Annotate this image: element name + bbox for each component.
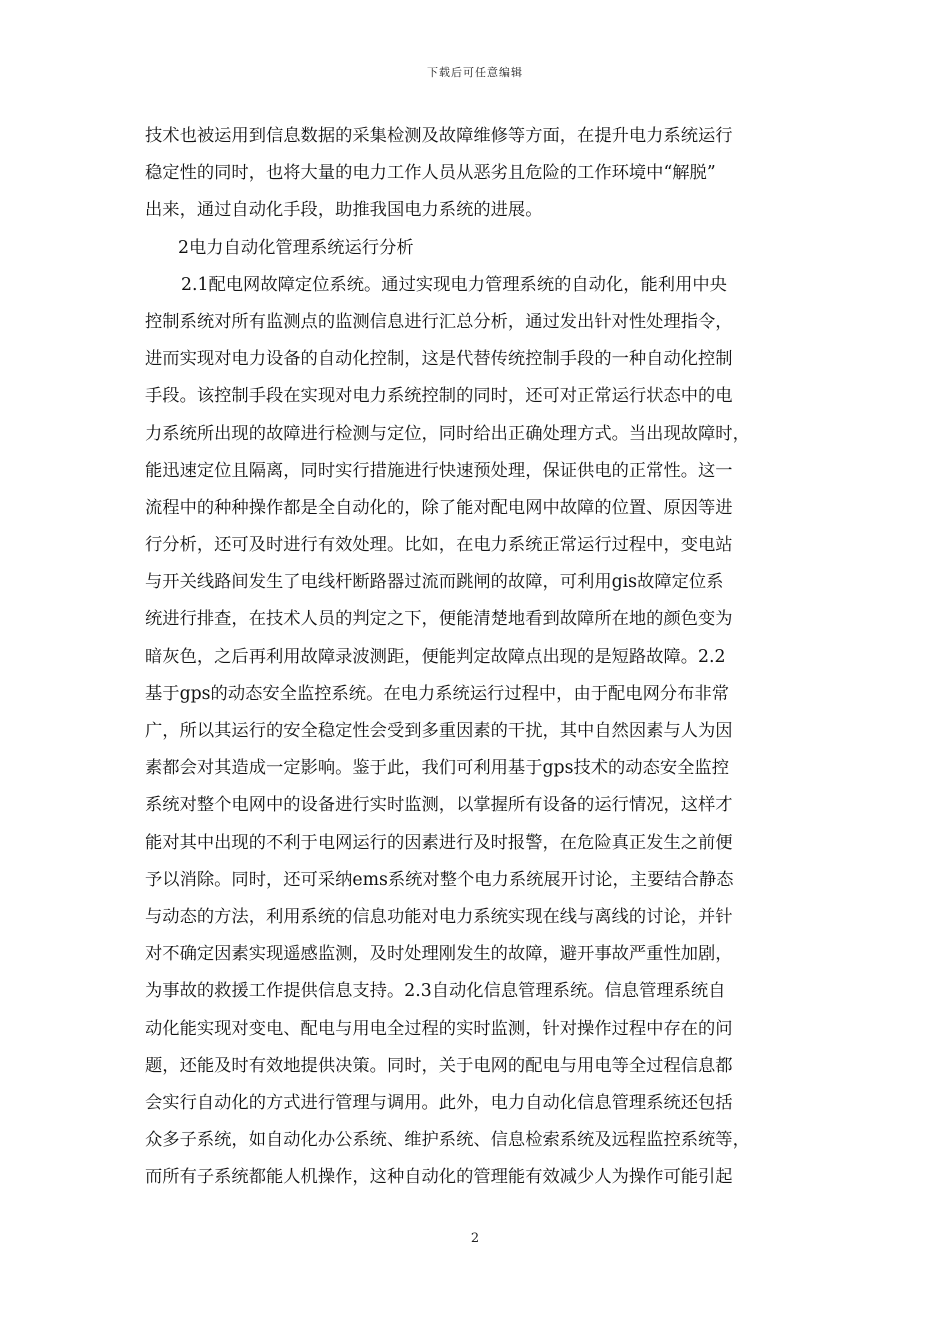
- text-line: 众多子系统，如自动化办公系统、维护系统、信息检索系统及远程监控系统等，: [145, 1130, 750, 1151]
- text-line: 进而实现对电力设备的自动化控制，这是代替传统控制手段的一种自动化控制: [145, 349, 733, 370]
- text-line: 素都会对其造成一定影响。鉴于此，我们可利用基于gps技术的动态安全监控: [145, 758, 729, 779]
- text-line: 基于gps的动态安全监控系统。在电力系统运行过程中，由于配电网分布非常: [145, 683, 729, 704]
- text-line: 暗灰色，之后再利用故障录波测距，便能判定故障点出现的是短路故障。2.2: [145, 646, 726, 667]
- text-line: 统进行排查，在技术人员的判定之下，便能清楚地看到故障所在地的颜色变为: [145, 609, 733, 630]
- text-line: 出来，通过自动化手段，助推我国电力系统的进展。: [145, 200, 543, 221]
- text-line: 广，所以其运行的安全稳定性会受到多重因素的干扰，其中自然因素与人为因: [145, 721, 733, 741]
- text-line: 力系统所出现的故障进行检测与定位，同时给出正确处理方式。当出现故障时，: [145, 423, 750, 444]
- text-line: 技术也被运用到信息数据的采集检测及故障维修等方面，在提升电力系统运行: [145, 126, 733, 146]
- text-line: 流程中的种种操作都是全自动化的，除了能对配电网中故障的位置、原因等进: [145, 497, 733, 518]
- text-line: 予以消除。同时，还可采纳ems系统对整个电力系统展开讨论，主要结合静态: [145, 869, 734, 890]
- text-line: 控制系统对所有监测点的监测信息进行汇总分析，通过发出针对性处理指令，: [145, 311, 733, 332]
- text-line: 2.1配电网故障定位系统。通过实现电力管理系统的自动化，能利用中央: [181, 274, 727, 295]
- text-line: 能迅速定位且隔离，同时实行措施进行快速预处理，保证供电的正常性。这一: [145, 460, 733, 481]
- text-line: 题，还能及时有效地提供决策。同时，关于电网的配电与用电等全过程信息都: [145, 1055, 733, 1076]
- text-line: 稳定性的同时，也将大量的电力工作人员从恶劣且危险的工作环境中“解脱”: [145, 163, 716, 184]
- text-line: 与动态的方法，利用系统的信息功能对电力系统实现在线与离线的讨论，并针: [145, 906, 733, 927]
- text-line: 对不确定因素实现遥感监测，及时处理刚发生的故障，避开事故严重性加剧，: [145, 944, 733, 965]
- text-line: 动化能实现对变电、配电与用电全过程的实时监测，针对操作过程中存在的问: [145, 1018, 733, 1039]
- text-line: 而所有子系统都能人机操作，这种自动化的管理能有效减少人为操作可能引起: [145, 1167, 733, 1188]
- text-line: 手段。该控制手段在实现对电力系统控制的同时，还可对正常运行状态中的电: [145, 386, 733, 407]
- text-line: 能对其中出现的不利于电网运行的因素进行及时报警，在危险真正发生之前便: [145, 832, 733, 853]
- text-line: 为事故的救援工作提供信息支持。2.3自动化信息管理系统。信息管理系统自: [145, 981, 726, 1002]
- text-line: 行分析，还可及时进行有效处理。比如，在电力系统正常运行过程中，变电站: [145, 535, 733, 556]
- text-line: 与开关线路间发生了电线杆断路器过流而跳闸的故障，可利用gis故障定位系: [145, 572, 724, 593]
- section-heading: 2电力自动化管理系统运行分析: [178, 237, 414, 258]
- text-line: 系统对整个电网中的设备进行实时监测，以掌握所有设备的运行情况，这样才: [145, 795, 733, 816]
- text-line: 会实行自动化的方式进行管理与调用。此外，电力自动化信息管理系统还包括: [145, 1092, 733, 1113]
- body-text: [145, 118, 807, 1196]
- page-number: 2: [470, 1231, 480, 1246]
- page-header: 下载后可任意编辑: [427, 66, 523, 79]
